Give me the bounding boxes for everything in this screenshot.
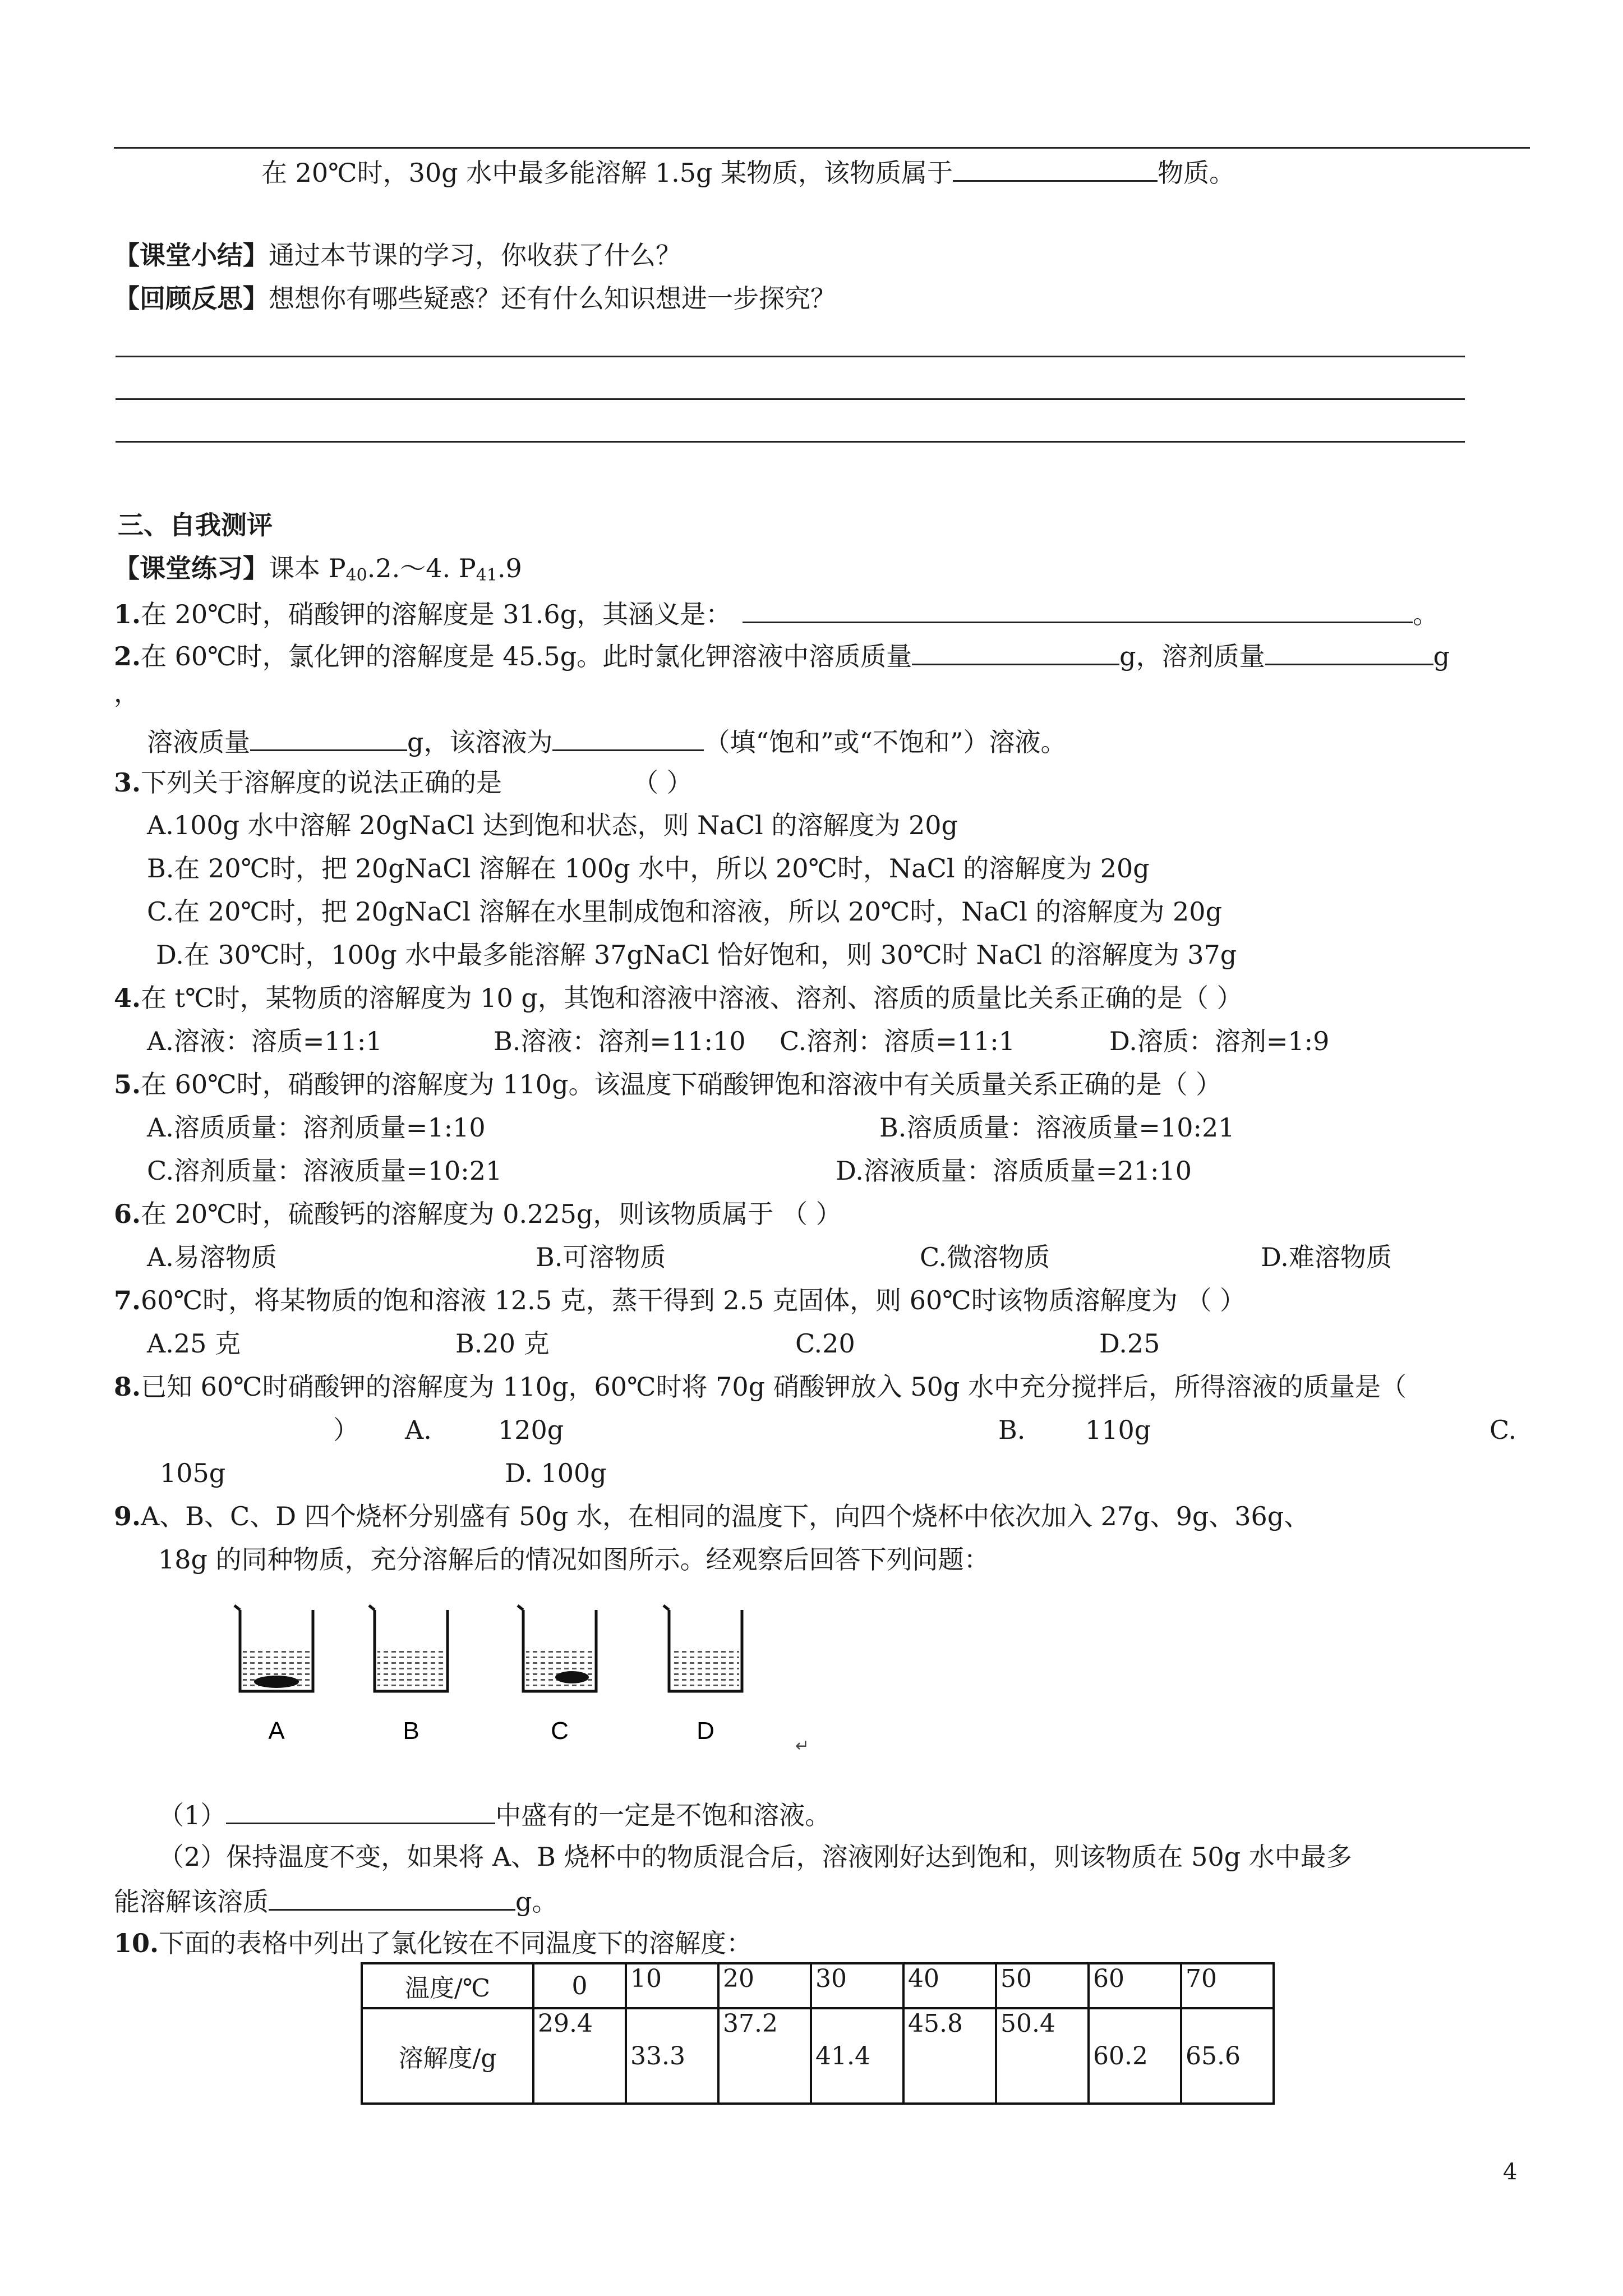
question-1: 1.在 20℃时，硝酸钾的溶解度是 31.6g，其涵义是： 。 bbox=[114, 596, 1438, 631]
undissolved-solid bbox=[555, 1671, 589, 1683]
top-question-line: 在 20℃时，30g 水中最多能溶解 1.5g 某物质，该物质属于 物质。 bbox=[261, 154, 1235, 190]
answer-blank[interactable] bbox=[953, 154, 1158, 182]
beaker-c bbox=[518, 1605, 596, 1691]
question-2: 2.在 60℃时，氯化钾的溶解度是 45.5g。此时氯化钾溶液中溶质质量 g，溶剂质量 g bbox=[114, 638, 1450, 673]
section-title: 三、自我测评 bbox=[118, 510, 273, 540]
answer-blank[interactable] bbox=[552, 724, 704, 751]
table-header-cell: 温度/℃ bbox=[362, 1963, 533, 2008]
option[interactable]: C.溶剂：溶质=11:1 bbox=[780, 1026, 1016, 1056]
answer-line[interactable] bbox=[116, 398, 1465, 400]
option[interactable]: C.溶剂质量：溶液质量=10:21 bbox=[147, 1156, 502, 1186]
option[interactable]: B.溶质质量：溶液质量=10:21 bbox=[879, 1112, 1235, 1143]
table-cell: 33.3 bbox=[626, 2008, 718, 2104]
option[interactable]: D.溶质：溶剂=1:9 bbox=[1109, 1026, 1330, 1056]
table-cell: 20 bbox=[718, 1963, 811, 2008]
table-cell: 0 bbox=[533, 1963, 626, 2008]
question-7: 7.60℃时，将某物质的饱和溶液 12.5 克，蒸干得到 2.5 克固体，则 60℃时该物质溶解度为 （ ） bbox=[114, 1285, 1246, 1315]
question-2-line-2: 溶液质量 g，该溶液为 （填“饱和”或“不饱和”）溶液。 bbox=[147, 724, 1067, 759]
option[interactable]: C.20 bbox=[795, 1328, 855, 1359]
question-9-sub-2-line-2: 能溶解该溶质 g。 bbox=[114, 1883, 557, 1918]
option[interactable]: 105g bbox=[160, 1458, 226, 1488]
header-rule bbox=[114, 147, 1530, 149]
table-cell: 10 bbox=[626, 1963, 718, 2008]
option[interactable]: A.溶液：溶质=11:1 bbox=[147, 1026, 382, 1056]
table-cell: 30 bbox=[811, 1963, 903, 2008]
table-cell: 60 bbox=[1089, 1963, 1181, 2008]
option[interactable]: C.微溶物质 bbox=[920, 1242, 1050, 1272]
option[interactable]: D.溶液质量：溶质质量=21:10 bbox=[836, 1156, 1192, 1186]
beaker-d bbox=[663, 1605, 742, 1691]
option[interactable]: A.100g 水中溶解 20gNaCl 达到饱和状态，则 NaCl 的溶解度为 20g bbox=[147, 810, 958, 840]
undissolved-solid bbox=[254, 1676, 299, 1688]
beaker-b bbox=[369, 1605, 448, 1691]
question-9-sub-1: （1） 中盛有的一定是不饱和溶液。 bbox=[158, 1797, 831, 1832]
option[interactable]: D.25 bbox=[1099, 1328, 1160, 1359]
table-cell: 70 bbox=[1181, 1963, 1274, 2008]
option[interactable]: B.20 克 bbox=[455, 1328, 550, 1359]
option[interactable]: 110g bbox=[1085, 1415, 1151, 1445]
question-9-line-2: 18g 的同种物质，充分溶解后的情况如图所示。经观察后回答下列问题： bbox=[158, 1544, 990, 1575]
table-cell: 41.4 bbox=[811, 2008, 903, 2104]
beaker-label: D bbox=[697, 1717, 714, 1745]
class-practice: 【课堂练习】课本 $P_{40}.2.\sim 4$. $P_{41}.9$ bbox=[114, 553, 522, 585]
option[interactable]: C. bbox=[1490, 1415, 1517, 1445]
class-summary: 【课堂小结】通过本节课的学习，你收获了什么？ bbox=[114, 240, 681, 270]
question-3: 3.下列关于溶解度的说法正确的是 bbox=[114, 767, 502, 798]
question-5: 5.在 60℃时，硝酸钾的溶解度为 110g。该温度下硝酸钾饱和溶液中有关质量关系正确的是（ ） bbox=[114, 1069, 1222, 1099]
table-row bbox=[362, 2008, 1274, 2104]
table-cell: 65.6 bbox=[1181, 2008, 1274, 2104]
return-mark: ↵ bbox=[795, 1736, 810, 1756]
answer-blank[interactable] bbox=[250, 724, 407, 751]
table-cell: 50.4 bbox=[996, 2008, 1089, 2104]
option[interactable]: A. bbox=[405, 1415, 432, 1445]
beaker-label: C bbox=[551, 1717, 569, 1745]
beaker-a bbox=[234, 1605, 313, 1691]
table-cell: 50 bbox=[996, 1963, 1089, 2008]
table-header-cell: 溶解度/g bbox=[362, 2008, 533, 2104]
beaker-label: B bbox=[403, 1717, 419, 1745]
option[interactable]: D. 100g bbox=[505, 1458, 607, 1488]
option[interactable]: D.在 30℃时，100g 水中最多能溶解 37gNaCl 恰好饱和，则 30℃时 NaCl 的溶解度为 37g bbox=[156, 940, 1237, 970]
question-9: 9.A、B、C、D 四个烧杯分别盛有 50g 水，在相同的温度下，向四个烧杯中依次加入 27g、9g、36g、 bbox=[114, 1501, 1310, 1531]
option[interactable]: D.难溶物质 bbox=[1261, 1242, 1392, 1272]
question-9-sub-2: （2）保持温度不变，如果将 A、B 烧杯中的物质混合后，溶液刚好达到饱和，则该物质在 50g 水中最多 bbox=[158, 1842, 1352, 1872]
answer-blank[interactable] bbox=[269, 1883, 515, 1911]
option[interactable]: B. bbox=[998, 1415, 1026, 1445]
table-cell: 29.4 bbox=[533, 2008, 626, 2104]
table-row bbox=[362, 1963, 1274, 2008]
answer-blank[interactable] bbox=[226, 1797, 495, 1824]
answer-blank[interactable] bbox=[743, 596, 1413, 623]
answer-blank[interactable] bbox=[1265, 638, 1433, 665]
answer-paren-close[interactable]: ） bbox=[333, 1415, 359, 1445]
option[interactable]: B.在 20℃时，把 20gNaCl 溶解在 100g 水中，所以 20℃时，NaCl 的溶解度为 20g bbox=[147, 853, 1150, 884]
table-cell: 37.2 bbox=[718, 2008, 811, 2104]
option[interactable]: B.溶液：溶剂=11:10 bbox=[494, 1026, 746, 1056]
question-8: 8.已知 60℃时硝酸钾的溶解度为 110g，60℃时将 70g 硝酸钾放入 50g 水中充分搅拌后，所得溶液的质量是（ bbox=[114, 1372, 1407, 1402]
option[interactable]: A.25 克 bbox=[147, 1328, 241, 1359]
option[interactable]: B.可溶物质 bbox=[536, 1242, 666, 1272]
solubility-table bbox=[361, 1962, 1275, 2105]
beaker-label: A bbox=[268, 1717, 285, 1745]
table-cell: 60.2 bbox=[1089, 2008, 1181, 2104]
answer-line[interactable] bbox=[116, 441, 1465, 443]
option[interactable]: A.溶质质量：溶剂质量=1:10 bbox=[147, 1112, 486, 1143]
answer-paren[interactable]: （ ） bbox=[633, 767, 693, 798]
question-4: 4.在 t℃时，某物质的溶解度为 10 g，其饱和溶液中溶液、溶剂、溶质的质量比关系正确的是（ ） bbox=[114, 983, 1243, 1013]
option[interactable]: C.在 20℃时，把 20gNaCl 溶解在水里制成饱和溶液，所以 20℃时，NaCl 的溶解度为 20g bbox=[147, 896, 1223, 927]
option[interactable]: A.易溶物质 bbox=[147, 1242, 277, 1272]
answer-line[interactable] bbox=[116, 356, 1465, 357]
option[interactable]: 120g bbox=[498, 1415, 564, 1445]
beakers-figure bbox=[218, 1599, 823, 1767]
question-6: 6.在 20℃时，硫酸钙的溶解度为 0.225g，则该物质属于 （ ） bbox=[114, 1199, 842, 1229]
review-reflection: 【回顾反思】想想你有哪些疑惑？还有什么知识想进一步探究？ bbox=[114, 283, 836, 314]
question-2-comma: ， bbox=[114, 678, 140, 708]
table-cell: 45.8 bbox=[903, 2008, 996, 2104]
answer-blank[interactable] bbox=[912, 638, 1119, 665]
table-cell: 40 bbox=[903, 1963, 996, 2008]
page-number: 4 bbox=[1503, 2159, 1518, 2185]
question-10: 10.下面的表格中列出了氯化铵在不同温度下的溶解度： bbox=[114, 1928, 753, 1958]
